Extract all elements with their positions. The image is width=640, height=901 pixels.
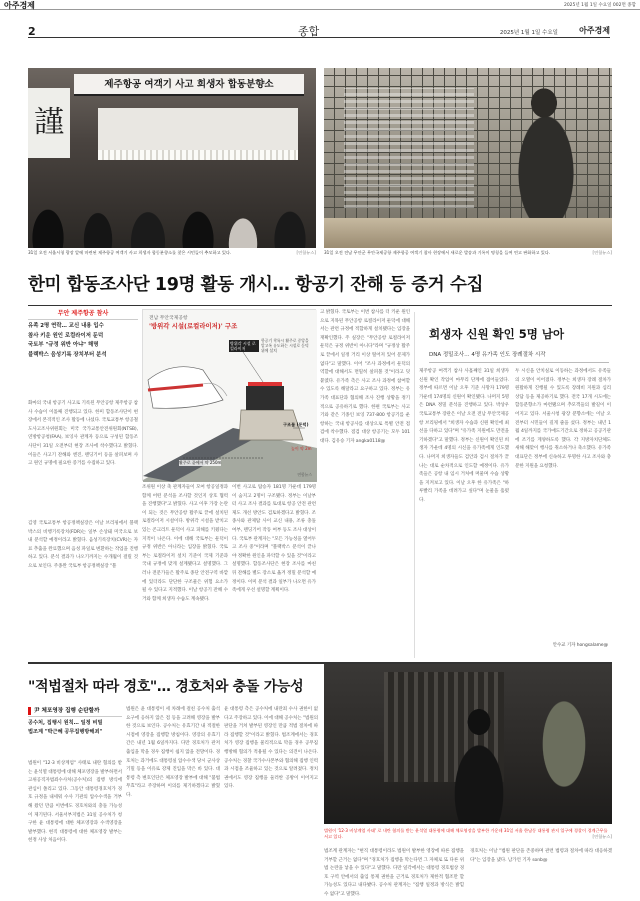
mourner-figure <box>504 83 584 233</box>
article2-byline: 안수교 기자 hongsalame@ <box>552 643 608 648</box>
article1-kicker: 무안 제주항공 참사 <box>28 309 138 320</box>
infographic-credit: 연합뉴스 <box>297 472 312 477</box>
memorial-caption <box>28 250 316 256</box>
memorial-banner <box>74 74 304 96</box>
page-number: 2 <box>28 25 36 38</box>
header-date: 2025년 1월 1일 수요일 <box>499 30 558 36</box>
masthead-brand: 아주경제 <box>4 0 35 10</box>
article1-kicker-block <box>28 309 138 397</box>
article3-body-1: 법원이 "12·3 비상계엄" 사태로 내란 혐의를 받는 윤석열 대통령에 대해 체포영장을 발부하면서 고위공직자범죄수사처(공수처)의 집행 방식에 관심이 쏠리고 있다. 그동안 대통령경호처가 경호 규정을 내세워 수사 기관의 압수수색을 거부해 왔던 만큼 이번에도 경호처와의 충돌 가능성이 제기된다. 서울서부지법은 31일 공수처가 청구한 윤 대통령에 대한 체포영장과 수색영장을 발부했다. 현직 대통령에 대한 체포영장 발부는 헌정 사상 처음이다. <box>28 761 122 844</box>
article1-subhead-1: 유족 2명 연락… 교신 내용 입수 <box>28 323 104 329</box>
article3-subhead-1: 공수처, 집행시 원칙… 일정 비밀 <box>28 720 103 726</box>
article2-headline: 희생자 신원 확인 5명 남아 <box>429 327 565 341</box>
header-brand: 아주경제 <box>579 25 610 35</box>
section-title: 종합 <box>298 25 320 38</box>
memorial-photo <box>28 68 316 248</box>
article1-body-1b: 김영 국토교통부 항공정책실장은 이날 브리핑에서 블랙박스의 비행기록장치(FDR)는 일부 손상돼 미국으로 보내 분석할 예정이라고 밝혔다. 음성기록장치(CVR)는 자료 추출을 완료했으며 음성 파일로 변환하는 작업을 진행하고 있다. 분석 결과가 나오기까지는 수개월이 걸릴 것으로 보인다. 주종완 국토부 항공정책실장 "블 <box>28 521 138 569</box>
police-officer <box>444 704 514 824</box>
article3-body-4: 법조계 관계자는 "현직 대통령이라도 법원이 발부한 영장에 따른 집행을 거부할 근거는 없다"며 "경호처가 집행을 막는다면 그 자체로 또 다른 위법 논란을 낳을 수 있다"고 말했다. 다만 일각에서는 대통령 경호법상 경호 구역 안에서의 출입 통제 권한을 근거로 경호처가 제한적 협조만 할 가능성도 있다고 내다봤다. 공수처 관계자는 "집행 일정과 방식은 밝힐 수 없다"고 말했다. <box>324 849 464 897</box>
article1-body-2: 조위원 이상 축 관계자들이 모여 항공일정과 함께 어떤 분석을 조사할 것인지 상호 협력을 진행했다"고 밝혔다. 사고 이후 가장 논란이 되는 것은 무안공항 활주로 끝에 설치된 로컬라이저 시설이다. 방위각 시설을 받치고 있는 콘크리트 둔덕이 사고 피해를 키웠다는 지적이 나온다. 이에 대해 국토부는 둔덕이 규정 위반은 아니라는 입장을 밝혔다. 국토부는 로컬라이저 설치 기준이 국제 기준과 국내 규정에 맞게 설계됐다고 설명했다. 그러나 전문가들은 활주로 종단 안전구역 바깥에 있더라도 단단한 구조물은 위험 요소가 될 수 있다고 지적했다. 이날 항공기 잔해 수거와 함께 희생자 수습도 계속됐다. <box>142 485 228 602</box>
article1-body-4: 고 밝혔다. 국토부는 이번 참사를 더 키운 원인으로 지목된 무안공항 로컬라이저 둔덕에 대해서는 관련 규정에 적합하게 설치됐다는 입장을 재확인했다. 주 실장은 "무안공항 로컬라이저 둔덕은 규정 위반이 아니다"라며 "규정상 활주로 끝에서 일정 거리 이상 떨어져 있어 문제가 없다"고 말했다. 이어 "조사 과정에서 둔덕의 역할에 대해서도 면밀히 살펴볼 것"이라고 덧붙였다. 유가족 측은 사고 조사 과정에 참여할 수 있도록 해달라고 요구하고 있다. 정부는 유가족 대표단과 협의해 조사 진행 상황을 정기적으로 공유하기로 했다. 한편 국토부는 사고기와 같은 기종인 보잉 737-800 항공기를 운항하는 국내 항공사를 대상으로 특별 안전 점검에 착수했다. 점검 대상 항공기는 모두 101대다. 김유승 기자 angka0118@ <box>320 310 410 444</box>
localizer-infographic <box>142 309 316 481</box>
article1-subhead-2: 참사 키운 원인 로컬라이저 둔덕 <box>28 332 104 339</box>
memorial-notes <box>344 88 474 208</box>
snowy-tree <box>529 674 599 804</box>
infographic-svg <box>143 310 317 482</box>
infographic-label-localizer: 방위각 시설 로컬라이저 <box>229 340 259 352</box>
infographic-label-mound: 구조물 (둔덕) <box>283 422 309 427</box>
residence-caption <box>324 828 612 840</box>
crash-site-caption-credit: [연합뉴스] <box>592 250 612 255</box>
crash-site-caption-text: 31일 오전 전남 무안군 무안국제공항 제주항공 여객기 참사 현장에서 새로운 발송과 기록이 명칭을 들여 연고 판화하고 있다. <box>324 250 551 255</box>
kicker-marker <box>28 707 31 715</box>
article2-body-1: 제주항공 여객기 참사 사흘째인 31일 희생자 신원 확인 작업이 마무리 단계에 접어들었다. 정부에 따르면 이날 오후 기준 사망자 179명 가운데 174명의 신원이 확인됐다. 나머지 5명은 DNA 정밀 분석을 진행하고 있다. 박상우 국토교통부 장관은 이날 오전 전남 무안국제공항 브리핑에서 "희생자 수습과 신원 확인에 최선을 다하고 있다"며 "유가족 지원에도 만전을 기하겠다"고 말했다. 정부는 신원이 확인된 희생자 가운데 4명의 시신을 유가족에게 인도했다. 나머지 희생자들도 검안과 검시 절차가 끝나는 대로 순차적으로 인도할 예정이다. 유가족들은 공항 내 임시 거처에 머물며 수습 상황을 지켜보고 있다. 이날 오후 한 유가족은 "하루빨리 가족을 데려가고 싶다"며 눈물을 흘렸다. <box>419 369 509 503</box>
article3-body-2: 법원은 윤 대통령이 세 차례에 걸친 공수처 출석 요구에 응하지 않은 점 등을 고려해 영장을 발부한 것으로 보인다. 공수처는 유효기간 내 적절한 시점에 영장을 집행할 방침이다. 영장의 유효기간은 내년 1월 6일까지다. 다만 경호처가 관저 출입을 막을 경우 집행이 쉽지 않을 전망이다. 경호처는 과거에도 대통령실 압수수색 당시 군사상 기밀 등을 이유로 강제 진입을 막은 바 있다. 대통령 측 변호인단은 체포영장 발부에 대해 "불법 무효"라고 주장하며 이의를 제기하겠다고 밝혔다. <box>126 707 220 798</box>
localizer-box <box>246 386 284 410</box>
residence-caption-credit: [연합뉴스] <box>592 834 612 839</box>
article3-subhead-2: 법조계 "박근혜 공무집행방해죄" <box>28 729 103 735</box>
main-headline: 한미 합동조사단 19명 활동 개시… 항공기 잔해 등 증거 수집 <box>28 275 483 295</box>
memorial-banner-text: 제주항공 여객기 사고 희생자 합동분향소 <box>104 79 274 90</box>
masthead-datetime: 2025년 1월 1일 수요일 002면 종합 <box>563 3 636 8</box>
memorial-altar <box>98 108 298 154</box>
mourners-crowd <box>28 168 316 248</box>
article3-kicker: 尹 체포영장 집행 순탄할까 <box>28 706 122 717</box>
flowers-ground <box>324 218 612 248</box>
masthead <box>0 0 640 10</box>
infographic-label-note: 항공기 착륙시 활주로 중앙을 알고록 유도하는 시설로 둔덕 위에 설치 <box>261 338 309 353</box>
article2-rule <box>429 362 609 363</box>
article3-kicker-block <box>28 706 122 758</box>
headline-rule <box>28 305 612 306</box>
article1-subhead-3: 국토부 "규정 위반 아냐" 해명 <box>28 342 99 349</box>
infographic-subtitle: 전남 무안국제공항 <box>149 316 188 321</box>
memorial-flowers <box>98 150 298 160</box>
article1-subhead-4: 블랙박스 음성기록 장치부터 분석 <box>28 351 107 358</box>
residence-caption-text: 법원이 '12·3 비상계엄 사태' 로 내란 혐의를 받는 윤석열 대통령에 대해 체포영장을 발부한 가운데 31일 서울 한남동 대통령 관저 입구에 경찰이 경계근무를 서고 있다. <box>324 828 608 839</box>
article2-deck: DNA 정밀조사… 4명 유가족 인도 장례절차 시작 <box>429 352 546 358</box>
article2-body-2: 두 시신을 안치실로 이동하는 과정에서도 유족들의 오열이 이어졌다. 정부는 희생자 장례 절차가 원활하게 진행될 수 있도록 장례비 지원과 심리 상담 등을 제공하기로 했다. 전국 17개 시도에는 합동분향소가 마련됐으며 추모객들의 발길이 이어지고 있다. 서울시청 광장 분향소에는 이날 오전부터 시민들이 길게 줄을 섰다. 정부는 내년 1월 4일까지를 국가애도기간으로 정하고 공공기관에 조기를 게양하도록 했다. 각 지방자치단체도 새해 해맞이 행사를 취소하거나 축소했다. 유가족 대표단은 정부에 신속하고 투명한 사고 조사와 충분한 지원을 요청했다. <box>515 369 611 469</box>
memorial-caption-credit: [연합뉴스] <box>296 250 316 255</box>
infographic-label-distance: 활주로 끝에서 약 250m <box>179 460 222 465</box>
memorial-side-panel <box>28 88 70 158</box>
memorial-side-char: 謹 <box>34 105 64 140</box>
crash-site-photo <box>324 68 612 248</box>
page-header <box>28 22 610 38</box>
article3-body-5: 경호처는 이날 "법원 판단을 존중하며 관련 법령과 절차에 따라 대응하겠다"는 입장을 냈다. 남가언 기자 sonb@ <box>470 849 612 863</box>
article2-box <box>414 312 612 658</box>
article3-headline: "적법절차 따라 경호"… 경호처와 충돌 가능성 <box>28 679 304 695</box>
residence-photo <box>324 664 612 824</box>
article1-body-1a: 화마의 국내 항공기 사고로 기록된 무안공항 제주항공 참사 수습이 이틀째 진행되고 있다. 한미 합동조사단이 현장에서 본격적인 조사 활동에 나섰다. 국토교통부 항공철도사고조사위원회는 미국 국가교통안전위원회(NTSB), 연방항공청(FAA), 보잉사 관계자 등으로 구성된 합동조사단이 31일 오전부터 현장 조사에 착수했다고 밝혔다. 이들은 사고기 잔해와 엔진, 랜딩기어 등을 살펴보며 사고 원인 규명에 필요한 증거를 수집하고 있다. <box>28 401 138 467</box>
infographic-title: '방위각 시설(로컬라이저)' 구조 <box>149 322 238 330</box>
memorial-caption-text: 31일 오전 서울시청 광장 앞에 마련된 제주항공 여객기 사고 희생자 합동분향소를 찾은 시민들이 추모하고 있다. <box>28 250 232 255</box>
infographic-label-mound-height: 높이 약 2m <box>291 446 312 451</box>
crash-site-caption <box>324 250 612 256</box>
article1-body-3: 이번 사고로 탑승자 181명 가운데 179명이 숨지고 2명이 구조됐다. 정부는 이날부터 사고 조사 결과를 토대로 항공 안전 관련 제도 개선 방안도 검토하겠다고 밝혔다. 조종사와 관제탑 사이 교신 내용, 조류 충돌 여부, 랜딩기어 작동 여부 등도 조사 대상이다. 국토부 관계자는 "모든 가능성을 열어두고 조사 중"이라며 "블랙박스 분석이 끝나야 정확한 원인을 파악할 수 있을 것"이라고 설명했다. 합동조사단은 현장 조사를 마친 뒤 잔해를 별도 장소로 옮겨 정밀 분석할 예정이다. 이미 분석 결과 일부가 나오면 유가족에게 우선 설명할 계획이다. <box>232 485 316 594</box>
article3-body-3: 윤 대통령 측은 공수처에 내란죄 수사 권한이 없다고 주장하고 있다. 이에 대해 공수처는 "법원의 판단을 거쳐 발부된 영장인 만큼 적법 절차에 따라 집행할 것"이라고 밝혔다. 법조계에서는 경호처가 영장 집행을 물리적으로 막을 경우 공무집행방해 혐의가 적용될 수 있다는 의견이 나온다. 공수처는 경찰 국가수사본부와 협의해 집행 인력과 시점을 조율하고 있는 것으로 알려졌다. 정치권에서도 영장 집행을 둘러싼 공방이 이어지고 있다. <box>224 707 318 790</box>
